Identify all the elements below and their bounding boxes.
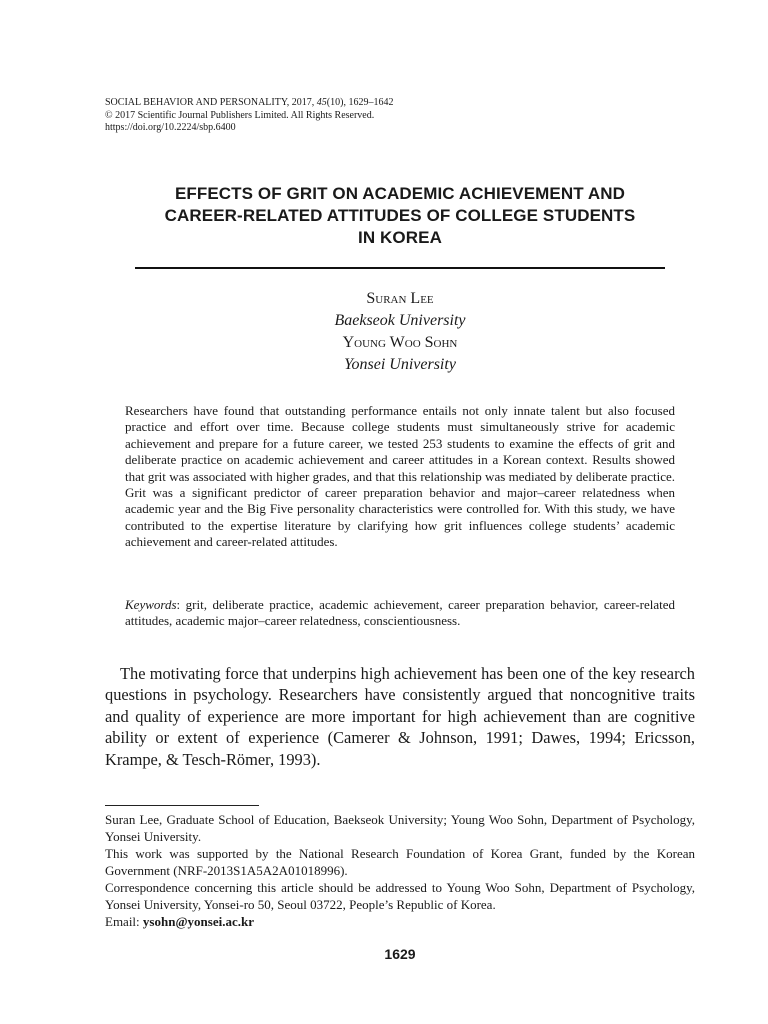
doi-link[interactable]: https://doi.org/10.2224/sbp.6400: [105, 122, 236, 133]
author-block: [105, 288, 695, 376]
journal-citation-line: SOCIAL BEHAVIOR AND PERSONALITY, 2017, 45(10), 1629–1642: [105, 97, 394, 108]
author-name: Suran Lee: [366, 290, 434, 307]
footnote-affiliations: Suran Lee, Graduate School of Education, Baekseok University; Young Woo Sohn, Department of Psychology, Yonsei University.: [105, 812, 695, 844]
author-name: Young Woo Sohn: [342, 334, 458, 351]
author-affiliation: Baekseok University: [334, 312, 466, 329]
footnote-divider: [105, 805, 259, 806]
title-divider: [135, 267, 665, 269]
copyright-line: © 2017 Scientific Journal Publishers Limited. All Rights Reserved.: [105, 109, 375, 121]
email-link[interactable]: ysohn@yonsei.ac.kr: [142, 914, 254, 929]
keywords-label: Keywords: [125, 597, 177, 612]
author-affiliation: Yonsei University: [344, 356, 456, 373]
footnote-correspondence: Correspondence concerning this article should be addressed to Young Woo Sohn, Department of Psychology, Yonsei University, Yonsei-ro 50, Seoul 03722, People’s Republic of Korea.: [105, 880, 695, 912]
journal-header: [105, 97, 665, 135]
body-paragraph: The motivating force that underpins high achievement has been one of the key research questions in psychology. Researchers have consistently argued that noncognitive traits and quality of experience are more important for high achievement than are cognitive ability or extent of experience (Camerer & Johnson, 1991; Dawes, 1994; Ericsson, Krampe, & Tesch-Römer, 1993).: [105, 664, 695, 769]
keywords: [125, 597, 675, 630]
footnote-email-line: Email: ysohn@yonsei.ac.kr: [105, 914, 254, 929]
footnote-funding: This work was supported by the National Research Foundation of Korea Grant, funded by the Korean Government (NRF-2013S1A5A2A01018996).: [105, 846, 695, 878]
volume-number: 45: [316, 97, 327, 108]
page-number: 1629: [384, 946, 416, 962]
article-title: EFFECTS OF GRIT ON ACADEMIC ACHIEVEMENT AND CAREER-RELATED ATTITUDES OF COLLEGE STUDENTS IN KOREA: [164, 184, 636, 247]
footnotes: [105, 811, 695, 930]
keywords-list: : grit, deliberate practice, academic achievement, career preparation behavior, career-related attitudes, academic major–career relatedness, conscientiousness.: [125, 597, 675, 629]
abstract: Researchers have found that outstanding performance entails not only innate talent but also focused practice and effort over time. Because college students must simultaneously strive for academic achievement and prepare for a future career, we tested 253 students to examine the effects of grit and deliberate practice on academic achievement and career attitudes in a Korean context. Results showed that grit was associated with higher grades, and that this relationship was mediated by deliberate practice. Grit was a significant predictor of career preparation behavior and major–career relatedness when academic year and the Big Five personality characteristics were controlled for. With this study, we have contributed to the expertise literature by clarifying how grit influences college students’ academic achievement and career-related attitudes.: [125, 403, 675, 550]
